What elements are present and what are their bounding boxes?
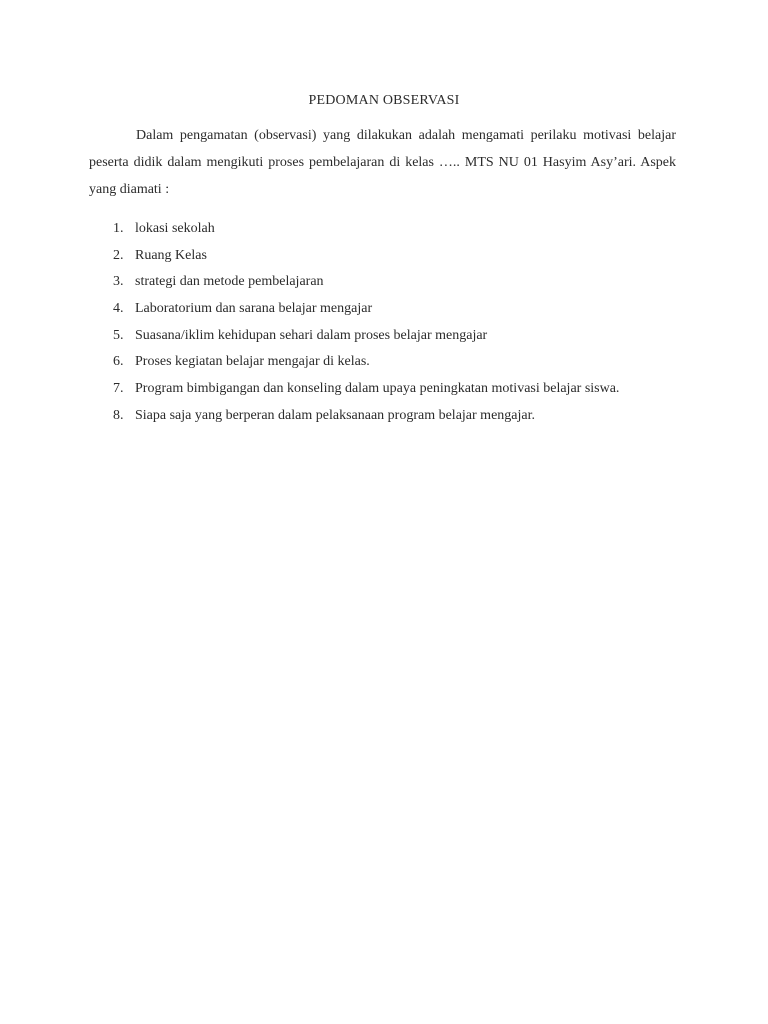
list-item-number: 4. [113, 301, 124, 317]
list-item-text: Proses kegiatan belajar mengajar di kelas. [135, 354, 370, 370]
list-item-text: Siapa saja yang berperan dalam pelaksanaan program belajar mengajar. [135, 407, 535, 423]
list-item-number: 3. [113, 274, 124, 290]
document-title: PEDOMAN OBSERVASI [308, 93, 460, 108]
list-item-text: lokasi sekolah [135, 221, 215, 236]
list-item-number: 1. [113, 221, 124, 236]
list-item [0, 380, 768, 407]
list-item-text: strategi dan metode pembelajaran [135, 274, 324, 290]
intro-paragraph: Dalam pengamatan (observasi) yang dilakukan adalah mengamati perilaku motivasi belajar peserta didik dalam mengikuti proses pembelajaran di kelas ….. MTS NU 01 Hasyim Asy’ari. Aspek yang diamati : [89, 128, 676, 197]
list-item [0, 353, 768, 380]
list-item-text: Laboratorium dan sarana belajar mengajar [135, 301, 373, 317]
list-item-text: Suasana/iklim kehidupan sehari dalam proses belajar mengajar [135, 327, 488, 343]
list-item-number: 6. [113, 354, 124, 370]
list-item-number: 8. [113, 407, 124, 423]
list-item-number: 2. [113, 247, 124, 263]
list-item [0, 407, 768, 434]
list-item [0, 273, 768, 300]
list-item [0, 220, 768, 247]
list-item [0, 300, 768, 327]
list-item-number: 7. [113, 381, 124, 397]
list-item-text: Ruang Kelas [135, 247, 207, 263]
list-item [0, 327, 768, 354]
observation-aspects-list [0, 220, 768, 434]
list-item-text: Program bimbigangan dan konseling dalam upaya peningkatan motivasi belajar siswa. [135, 381, 620, 397]
list-item [0, 247, 768, 274]
list-item-number: 5. [113, 327, 124, 343]
